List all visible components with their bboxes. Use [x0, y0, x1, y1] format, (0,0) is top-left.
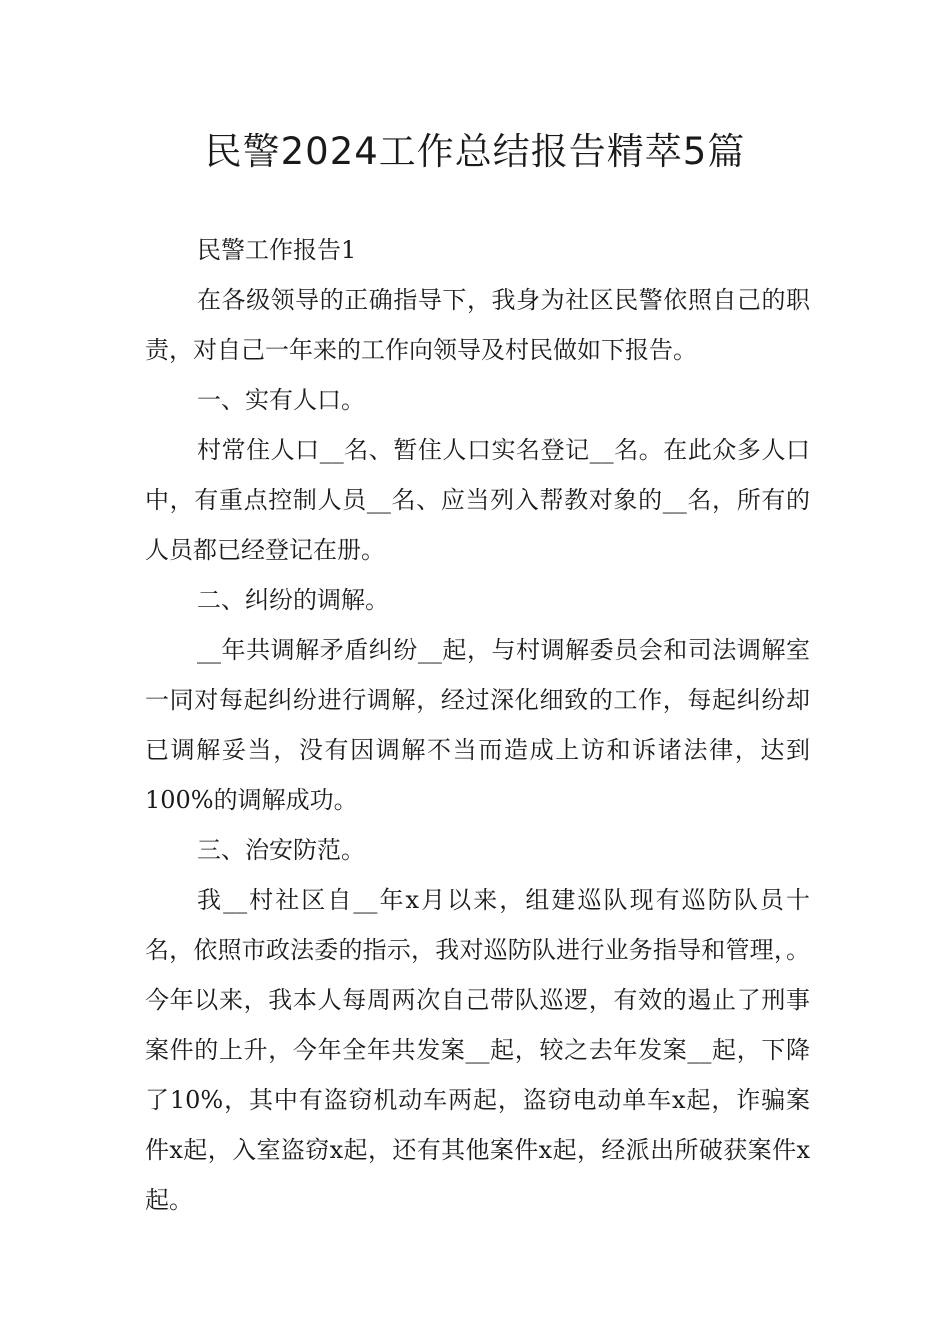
section-heading-mediation: 二、纠纷的调解。: [197, 586, 389, 614]
section-heading-report-1: 民警工作报告1: [197, 236, 357, 264]
paragraph-intro: 在各级领导的正确指导下，我身为社区民警依照自己的职责，对自己一年来的工作向领导及村民做如下报告。: [145, 286, 810, 364]
paragraph-population: 村常住人口__名、暂住人口实名登记__名。在此众多人口中，有重点控制人员__名、应当列入帮教对象的__名，所有的人员都已经登记在册。: [145, 436, 810, 564]
paragraph-security: 我__村社区自__年x月以来，组建巡队现有巡防队员十名，依照市政法委的指示，我对巡防队进行业务指导和管理，。今年以来，我本人每周两次自己带队巡逻，有效的遏止了刑事案件的上升，今年全年共发案__起，较之去年发案__起，下降了10%，其中有盗窃机动车两起，盗窃电动单车x起，诈骗案件x起，入室盗窃x起，还有其他案件x起，经派出所破获案件x起。: [145, 886, 810, 1214]
section-heading-security: 三、治安防范。: [197, 836, 365, 864]
document-body: [145, 225, 810, 1225]
document-title: 民警2024工作总结报告精萃5篇: [204, 130, 746, 173]
paragraph-mediation: __年共调解矛盾纠纷__起，与村调解委员会和司法调解室一同对每起纠纷进行调解，经过深化细致的工作，每起纠纷却已调解妥当，没有因调解不当而造成上访和诉诸法律，达到100%的调解成功。: [145, 636, 810, 814]
section-heading-population: 一、实有人口。: [197, 386, 365, 414]
